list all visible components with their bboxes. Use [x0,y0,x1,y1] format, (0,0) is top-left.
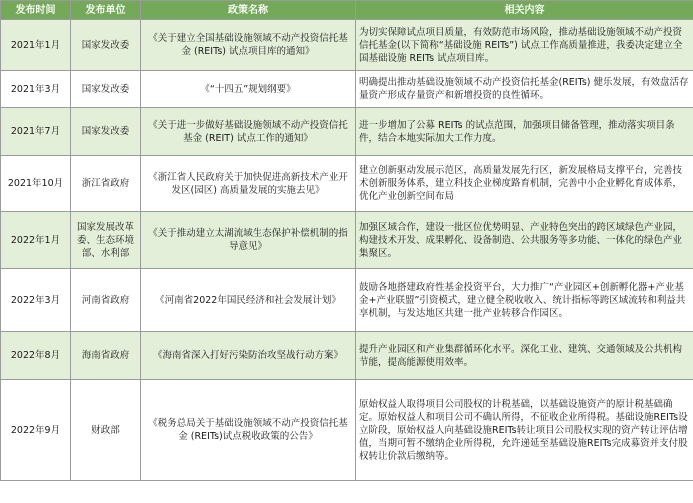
row-date: 2022年9月 [1,380,71,481]
header-date: 发布时间 [1,1,71,20]
table-row [1,20,693,71]
row-unit: 河南省政府 [71,269,141,332]
row-policy: 《“十四五”规划纲要》 [141,71,356,108]
row-date: 2022年8月 [1,332,71,380]
row-date: 2022年3月 [1,269,71,332]
table-row [1,332,693,380]
row-policy: 《浙江省人民政府关于加快促进高新技术产业开发区(园区) 高质量发展的实施去见》 [141,156,356,212]
row-content: 加强区域合作，建设一批区位优势明显、产业特色突出的跨区域绿色产业园，构建技术开发、成果孵化、设备制造、公共服务等多功能、一体化的绿色产业集聚区。 [356,212,693,269]
row-date: 2021年3月 [1,71,71,108]
row-content: 鼓励各地搭建政府性基金投资平台，大力推广“产业园区+创新孵化器+产业基金+产业联盟”引资模式，建立健全税收收入、统计指标等跨区域流转和利益共享机制，与发达地区共建一批产业转移合作园区。 [356,269,693,332]
row-content: 建立创新驱动发展示范区，高质量发展先行区，新发展格局支撑平台，完善技术创新服务体系，建立科技企业梯度路育机制，完善中小企业孵化育成体系，优化产业创新空间布局 [356,156,693,212]
row-policy: 《关于建立全国基础设施领域不动产投资信托基金 (REITs) 试点项目库的通知》 [141,20,356,71]
row-unit: 国家发改委 [71,20,141,71]
header-unit: 发布单位 [71,1,141,20]
row-policy: 《海南省深入打好污染防治攻坚战行动方案》 [141,332,356,380]
row-date: 2021年1月 [1,20,71,71]
row-content: 为切实保障试点项目质量，有效防范市场风险，推动基础设施领域不动产投资信托基金(以下简称“基础设施 REITs”) 试点工作高质量推进，我委决定建立全国基础设施 REITs 试点项目库。 [356,20,693,71]
table-row [1,380,693,481]
row-date: 2022年1月 [1,212,71,269]
row-unit: 财政部 [71,380,141,481]
table-row [1,212,693,269]
row-content: 提升产业园区和产业集群循环化水平。深化工业、建筑、交通领域及公共机构节能，提高能源使用效率。 [356,332,693,380]
table-row [1,108,693,156]
header-policy: 政策名称 [141,1,356,20]
row-unit: 浙江省政府 [71,156,141,212]
row-unit: 国家发改委 [71,71,141,108]
row-policy: 《河南省2022年国民经济和社会发展计划》 [141,269,356,332]
row-content: 明确提出推动基础设施领域不动产投资信托基金(REITs) 健乐发展，有效盘活存量资产形成存量资产和新增投资的良性循环。 [356,71,693,108]
table-header-row [1,1,693,20]
row-content: 进一步增加了公募 REITs 的试点范围，加强项目储备管理，推动落实项目条件，结合本地实际加大工作力度。 [356,108,693,156]
row-unit: 海南省政府 [71,332,141,380]
row-unit: 国家发改委 [71,108,141,156]
table-row [1,269,693,332]
row-content: 原始权益人取得项目公司股权的计税基础，以基础设施资产的原计税基础确定。原始权益人和项目公司不确认所得，不征收企业所得税。基础设施REITs设立阶段，原始权益人向基础设施REITs转让项目公司股权实现的资产转让评估增值，当期可暂不缴纳企业所得税，允许递延至基础设施REITs完成募资并支付股权转让价款后缴纳等。 [356,380,693,481]
row-policy: 《关于推动建立太湖流域生态保护补偿机制的指导意见》 [141,212,356,269]
row-policy: 《关于进一步做好基础设施领域不动产投资信托基金 (REIT) 试点工作的通知》 [141,108,356,156]
row-unit: 国家发展改革委、生态环境部、水利部 [71,212,141,269]
row-policy: 《税务总局关于基础设施领域不动产投资信托基金 (REITs)试点税收政策的公告》 [141,380,356,481]
row-date: 2021年10月 [1,156,71,212]
table-row [1,156,693,212]
row-date: 2021年7月 [1,108,71,156]
table-row [1,71,693,108]
header-content: 相关内容 [356,1,693,20]
